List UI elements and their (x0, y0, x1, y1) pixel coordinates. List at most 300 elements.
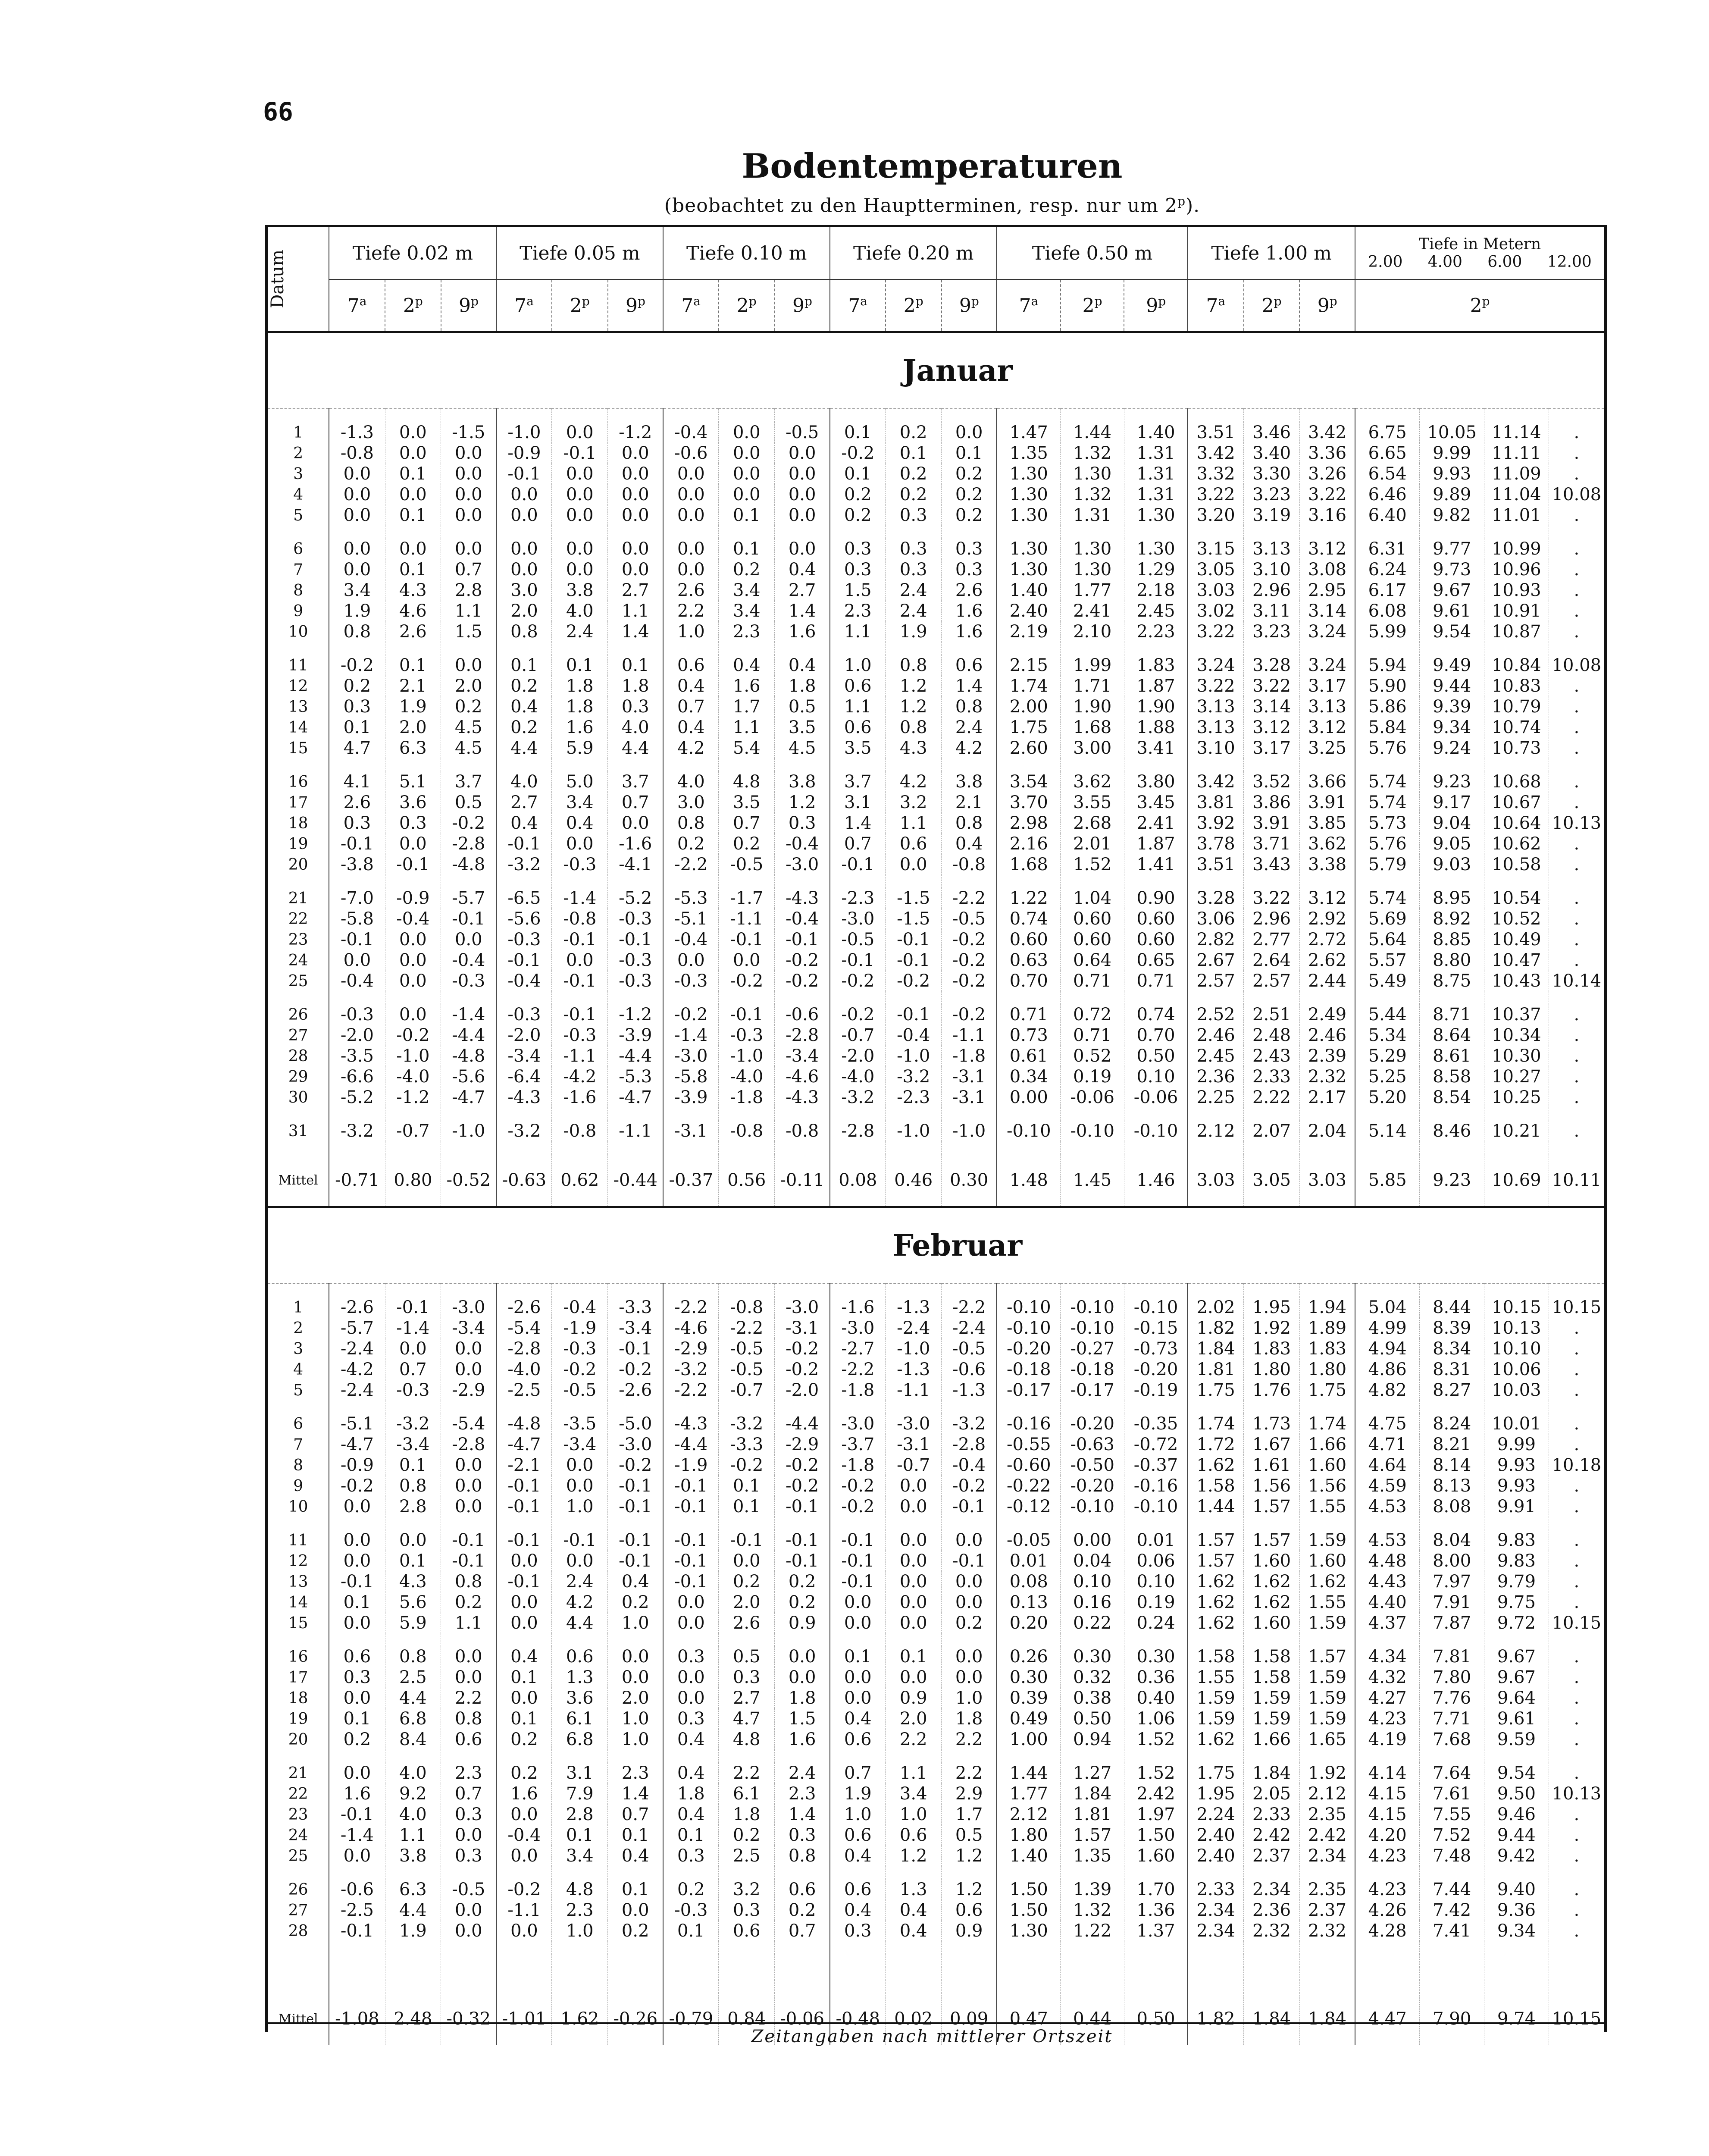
value-cell: 0.7 (385, 1359, 441, 1380)
value-cell: 1.30 (1124, 539, 1188, 559)
value-cell: 0.4 (608, 1571, 664, 1592)
value-cell: 2.2 (719, 1763, 775, 1783)
value-cell: 0.0 (663, 539, 719, 559)
value-cell: 4.1 (329, 771, 385, 792)
value-cell: -0.4 (385, 909, 441, 929)
value-cell: 0.4 (663, 1804, 719, 1825)
value-cell: -3.0 (441, 1297, 497, 1318)
value-cell: 0.0 (886, 1613, 942, 1633)
value-cell: 9.67 (1420, 580, 1484, 601)
value-cell: 0.4 (663, 1729, 719, 1750)
value-cell: 0.8 (441, 1571, 497, 1592)
value-cell: -1.3 (886, 1297, 942, 1318)
value-cell: 1.92 (1299, 1763, 1355, 1783)
value-cell: 2.3 (830, 601, 886, 621)
value-cell: -4.7 (496, 1434, 552, 1455)
value-cell: 1.59 (1244, 1708, 1300, 1729)
value-cell: 0.30 (1124, 1646, 1188, 1667)
value-cell: 0.2 (719, 834, 775, 854)
value-cell: 1.57 (1188, 1530, 1244, 1551)
value-cell: 0.0 (663, 1613, 719, 1633)
value-cell: -0.1 (886, 1004, 942, 1025)
value-cell: 0.3 (329, 813, 385, 834)
value-cell: 1.75 (1188, 1763, 1244, 1783)
value-cell: 4.0 (552, 601, 608, 621)
value-cell: 2.3 (719, 621, 775, 642)
value-cell: 1.2 (886, 676, 942, 696)
value-cell: -0.1 (441, 1530, 497, 1551)
value-cell: 1.22 (1061, 1921, 1124, 1941)
value-cell: -5.2 (608, 888, 664, 909)
value-cell: 3.52 (1244, 771, 1300, 792)
value-cell: 1.0 (608, 1708, 664, 1729)
value-cell: 10.68 (1484, 771, 1549, 792)
value-cell: 1.31 (1061, 505, 1124, 526)
value-cell: 3.32 (1188, 464, 1244, 484)
value-cell: 0.0 (329, 950, 385, 971)
value-cell: 0.61 (997, 1046, 1061, 1066)
value-cell: 9.59 (1484, 1729, 1549, 1750)
value-cell: 6.75 (1355, 422, 1420, 443)
value-cell: 2.4 (942, 717, 997, 738)
value-cell: 2.12 (1188, 1121, 1244, 1141)
value-cell: 4.15 (1355, 1783, 1420, 1804)
value-cell: 1.84 (1244, 1993, 1300, 2045)
value-cell: 1.4 (775, 1804, 830, 1825)
value-cell: -2.4 (942, 1318, 997, 1338)
day-cell: 3 (268, 1338, 329, 1359)
day-cell: 11 (268, 655, 329, 676)
value-cell: -0.7 (830, 1025, 886, 1046)
value-cell: -0.2 (830, 1496, 886, 1517)
value-cell: 0.2 (496, 676, 552, 696)
value-cell: 2.42 (1244, 1825, 1300, 1846)
value-cell: 0.2 (886, 464, 942, 484)
value-cell: 2.12 (997, 1804, 1061, 1825)
value-cell: -0.3 (608, 950, 664, 971)
value-cell: 2.52 (1188, 1004, 1244, 1025)
value-cell: 1.56 (1244, 1476, 1300, 1496)
value-cell: 0.0 (719, 1551, 775, 1571)
value-cell: 2.15 (997, 655, 1061, 676)
deep-depth-6: 6.00 (1487, 253, 1522, 271)
value-cell: -4.2 (552, 1066, 608, 1087)
value-cell: -4.8 (441, 1046, 497, 1066)
time-header: 7$^a$ (663, 279, 719, 332)
value-cell: 2.34 (1188, 1921, 1244, 1941)
value-cell: 3.36 (1299, 443, 1355, 464)
value-cell: 0.3 (886, 559, 942, 580)
value-cell: 0.3 (329, 1667, 385, 1688)
day-cell: 9 (268, 601, 329, 621)
value-cell: 4.0 (385, 1763, 441, 1783)
value-cell: 6.3 (385, 738, 441, 758)
value-cell: 3.03 (1299, 1154, 1355, 1207)
value-cell: 5.99 (1355, 621, 1420, 642)
value-cell: -5.6 (496, 909, 552, 929)
value-cell: 1.68 (1061, 717, 1124, 738)
value-cell: 3.41 (1124, 738, 1188, 758)
table-row (268, 1804, 1604, 1825)
value-cell: 3.8 (385, 1846, 441, 1866)
value-cell: . (1574, 909, 1580, 929)
value-cell: 4.2 (552, 1592, 608, 1613)
value-cell: 1.82 (1188, 1993, 1244, 2045)
value-cell: . (1574, 1667, 1580, 1687)
value-cell: -0.1 (329, 929, 385, 950)
value-cell: 0.4 (608, 1846, 664, 1866)
value-cell: -0.1 (552, 1004, 608, 1025)
table-row (268, 1380, 1604, 1401)
value-cell: 0.46 (886, 1154, 942, 1207)
value-cell: 0.0 (552, 505, 608, 526)
value-cell: 0.2 (608, 1592, 664, 1613)
value-cell: -3.0 (775, 854, 830, 875)
value-cell: 2.48 (1244, 1025, 1300, 1046)
value-cell: 10.01 (1484, 1413, 1549, 1434)
value-cell: 10.21 (1484, 1121, 1549, 1141)
value-cell: 5.9 (552, 738, 608, 758)
table-row (268, 1297, 1604, 1318)
table-row (268, 1613, 1604, 1633)
value-cell: 2.33 (1188, 1879, 1244, 1900)
value-cell: 2.42 (1124, 1783, 1188, 1804)
value-cell: 2.46 (1299, 1025, 1355, 1046)
value-cell: 5.86 (1355, 696, 1420, 717)
value-cell: -0.6 (663, 443, 719, 464)
value-cell: -1.9 (552, 1318, 608, 1338)
value-cell: 7.80 (1420, 1667, 1484, 1688)
value-cell: 10.27 (1484, 1066, 1549, 1087)
value-cell: 0.0 (886, 854, 942, 875)
value-cell: 1.58 (1188, 1646, 1244, 1667)
value-cell: 2.7 (608, 580, 664, 601)
value-cell: 1.84 (1299, 1993, 1355, 2045)
value-cell: 0.0 (775, 443, 830, 464)
value-cell: -2.4 (329, 1338, 385, 1359)
value-cell: -0.1 (830, 1571, 886, 1592)
value-cell: 1.0 (608, 1613, 664, 1633)
value-cell: 9.44 (1420, 676, 1484, 696)
value-cell: 0.0 (329, 1530, 385, 1551)
time-header: 9$^p$ (1124, 279, 1188, 332)
value-cell: 1.83 (1244, 1338, 1300, 1359)
value-cell: 1.0 (942, 1688, 997, 1708)
value-cell: 0.71 (1124, 971, 1188, 991)
value-cell: 0.0 (830, 1592, 886, 1613)
value-cell: 2.35 (1299, 1804, 1355, 1825)
value-cell: 3.4 (886, 1783, 942, 1804)
value-cell: . (1574, 1360, 1580, 1379)
value-cell: -2.9 (663, 1338, 719, 1359)
day-cell: 12 (268, 1551, 329, 1571)
value-cell: -0.3 (496, 929, 552, 950)
value-cell: 2.5 (719, 1846, 775, 1866)
value-cell: 1.6 (775, 621, 830, 642)
value-cell: 9.93 (1484, 1476, 1549, 1496)
value-cell: 4.32 (1355, 1667, 1420, 1688)
value-cell: 0.5 (775, 696, 830, 717)
value-cell: . (1574, 1339, 1580, 1359)
value-cell: 0.6 (441, 1729, 497, 1750)
value-cell: -2.4 (329, 1380, 385, 1401)
value-cell: 3.40 (1244, 443, 1300, 464)
value-cell: 0.8 (385, 1646, 441, 1667)
value-cell: -1.1 (719, 909, 775, 929)
value-cell: 1.84 (1061, 1783, 1124, 1804)
value-cell: 6.8 (385, 1708, 441, 1729)
value-cell: 0.7 (608, 792, 664, 813)
value-cell: 0.0 (552, 834, 608, 854)
value-cell: 0.08 (997, 1571, 1061, 1592)
value-cell: -0.52 (441, 1154, 497, 1207)
value-cell: 0.19 (1124, 1592, 1188, 1613)
value-cell: -0.2 (385, 1025, 441, 1046)
value-cell: 0.0 (942, 422, 997, 443)
value-cell: 3.71 (1244, 834, 1300, 854)
value-cell: 0.3 (830, 559, 886, 580)
row-gap (268, 1750, 1604, 1763)
value-cell: 3.42 (1188, 771, 1244, 792)
value-cell: 3.43 (1244, 854, 1300, 875)
value-cell: -0.4 (775, 909, 830, 929)
value-cell: 4.28 (1355, 1921, 1420, 1941)
value-cell: 0.0 (608, 539, 664, 559)
value-cell: 0.0 (441, 1476, 497, 1496)
value-cell: 0.3 (942, 539, 997, 559)
value-cell: -0.1 (886, 929, 942, 950)
day-cell: 24 (268, 950, 329, 971)
value-cell: -0.32 (441, 1993, 497, 2045)
value-cell: 0.0 (496, 559, 552, 580)
value-cell: -3.1 (886, 1434, 942, 1455)
soil-temperature-table-frame (265, 225, 1607, 2032)
value-cell: 5.29 (1355, 1046, 1420, 1066)
value-cell: 0.0 (663, 1688, 719, 1708)
value-cell: 2.40 (1188, 1846, 1244, 1866)
value-cell: 1.32 (1061, 443, 1124, 464)
value-cell: 1.35 (997, 443, 1061, 464)
value-cell: 0.1 (385, 1455, 441, 1476)
value-cell: . (1574, 1880, 1580, 1899)
value-cell: 0.0 (775, 1646, 830, 1667)
value-cell: . (1574, 1476, 1580, 1496)
value-cell: 0.0 (496, 1688, 552, 1708)
value-cell: 1.4 (942, 676, 997, 696)
value-cell: -0.8 (552, 1121, 608, 1141)
value-cell: -1.01 (496, 1993, 552, 2045)
value-cell: 10.83 (1484, 676, 1549, 696)
value-cell: 0.0 (663, 505, 719, 526)
value-cell: 2.33 (1244, 1066, 1300, 1087)
value-cell: -0.1 (552, 971, 608, 991)
value-cell: 1.55 (1188, 1667, 1244, 1688)
value-cell: 2.6 (942, 580, 997, 601)
value-cell: 1.60 (1299, 1455, 1355, 1476)
value-cell: 0.1 (329, 717, 385, 738)
value-cell: -4.0 (496, 1359, 552, 1380)
value-cell: 5.74 (1355, 792, 1420, 813)
table-row (268, 888, 1604, 909)
value-cell: 0.2 (663, 1879, 719, 1900)
value-cell: -6.5 (496, 888, 552, 909)
value-cell: 0.0 (496, 1804, 552, 1825)
value-cell: -0.2 (942, 929, 997, 950)
value-cell: -1.9 (663, 1455, 719, 1476)
value-cell: 9.89 (1420, 484, 1484, 505)
value-cell: -0.3 (552, 1025, 608, 1046)
value-cell: -0.2 (719, 971, 775, 991)
value-cell: 10.11 (1552, 1170, 1602, 1190)
value-cell: 0.1 (942, 443, 997, 464)
row-gap (268, 409, 1604, 422)
value-cell: -4.7 (441, 1087, 497, 1108)
value-cell: 0.3 (886, 505, 942, 526)
value-cell: 1.1 (441, 1613, 497, 1633)
value-cell: 2.4 (552, 1571, 608, 1592)
value-cell: -4.8 (496, 1413, 552, 1434)
value-cell: 0.0 (942, 1667, 997, 1688)
value-cell: 3.4 (329, 580, 385, 601)
value-cell: -0.2 (775, 971, 830, 991)
value-cell: 1.1 (830, 621, 886, 642)
table-row (268, 929, 1604, 950)
value-cell: 1.7 (942, 1804, 997, 1825)
value-cell: 0.08 (830, 1154, 886, 1207)
day-cell: 27 (268, 1900, 329, 1921)
value-cell: 1.66 (1299, 1434, 1355, 1455)
value-cell: -1.08 (329, 1993, 385, 2045)
time-header: 7$^a$ (997, 279, 1061, 332)
day-cell: 10 (268, 621, 329, 642)
value-cell: . (1574, 1121, 1580, 1141)
value-cell: 0.0 (886, 1571, 942, 1592)
value-cell: -0.7 (385, 1121, 441, 1141)
value-cell: 10.15 (1552, 1297, 1602, 1317)
value-cell: 0.8 (942, 813, 997, 834)
value-cell: 9.74 (1484, 1993, 1549, 2045)
value-cell: -0.17 (997, 1380, 1061, 1401)
day-cell: 28 (268, 1921, 329, 1941)
value-cell: 0.5 (942, 1825, 997, 1846)
day-cell: 19 (268, 1708, 329, 1729)
value-cell: -3.2 (663, 1359, 719, 1380)
value-cell: 0.30 (997, 1667, 1061, 1688)
table-row (268, 1004, 1604, 1025)
value-cell: 2.0 (719, 1592, 775, 1613)
time-header-row (268, 279, 1604, 332)
value-cell: 0.2 (886, 484, 942, 505)
value-cell: 2.4 (886, 580, 942, 601)
value-cell: -0.4 (441, 950, 497, 971)
value-cell: 0.40 (1124, 1688, 1188, 1708)
value-cell: 0.0 (496, 1551, 552, 1571)
time-header: 2$^p$ (1061, 279, 1124, 332)
value-cell: 0.1 (496, 655, 552, 676)
value-cell: 2.01 (1061, 834, 1124, 854)
value-cell: 1.8 (552, 696, 608, 717)
group-header-1.00: Tiefe 1.00 m (1188, 227, 1355, 279)
value-cell: 3.23 (1244, 484, 1300, 505)
value-cell: 10.05 (1420, 422, 1484, 443)
value-cell: 0.0 (775, 539, 830, 559)
value-cell: 7.41 (1420, 1921, 1484, 1941)
value-cell: 0.5 (719, 1646, 775, 1667)
value-cell: -5.7 (329, 1318, 385, 1338)
value-cell: 4.71 (1355, 1434, 1420, 1455)
value-cell: 2.23 (1124, 621, 1188, 642)
value-cell: 3.8 (942, 771, 997, 792)
value-cell: 11.11 (1484, 443, 1549, 464)
value-cell: 2.37 (1299, 1900, 1355, 1921)
value-cell: 0.0 (441, 1825, 497, 1846)
value-cell: 3.81 (1188, 792, 1244, 813)
value-cell: 0.4 (719, 655, 775, 676)
value-cell: . (1574, 1825, 1580, 1845)
value-cell: 4.8 (719, 771, 775, 792)
value-cell: 4.2 (942, 738, 997, 758)
value-cell: 0.2 (329, 676, 385, 696)
value-cell: -3.2 (496, 854, 552, 875)
value-cell: 0.0 (385, 422, 441, 443)
value-cell: 9.17 (1420, 792, 1484, 813)
value-cell: 2.95 (1299, 580, 1355, 601)
value-cell: 1.44 (1061, 422, 1124, 443)
value-cell: -0.2 (608, 1455, 664, 1476)
value-cell: 4.34 (1355, 1646, 1420, 1667)
day-cell: 28 (268, 1046, 329, 1066)
value-cell: 0.2 (830, 505, 886, 526)
value-cell: 4.5 (441, 738, 497, 758)
value-cell: 0.0 (608, 1667, 664, 1688)
value-cell: . (1574, 1046, 1580, 1066)
value-cell: 1.57 (1244, 1530, 1300, 1551)
value-cell: -0.1 (608, 1530, 664, 1551)
value-cell: -0.1 (608, 929, 664, 950)
value-cell: -0.10 (997, 1297, 1061, 1318)
value-cell: 0.2 (942, 1613, 997, 1633)
value-cell: 0.0 (663, 464, 719, 484)
value-cell: 0.74 (1124, 1004, 1188, 1025)
value-cell: -0.1 (886, 950, 942, 971)
value-cell: -0.79 (663, 1993, 719, 2045)
value-cell: 2.96 (1244, 909, 1300, 929)
value-cell: 0.0 (441, 443, 497, 464)
value-cell: 2.82 (1188, 929, 1244, 950)
page-title (0, 147, 1709, 186)
value-cell: 4.0 (608, 717, 664, 738)
value-cell: 0.0 (663, 950, 719, 971)
value-cell: 0.0 (775, 464, 830, 484)
value-cell: 0.0 (441, 539, 497, 559)
value-cell: 0.1 (830, 1646, 886, 1667)
value-cell: 0.3 (830, 1921, 886, 1941)
value-cell: 10.37 (1484, 1004, 1549, 1025)
value-cell: 10.87 (1484, 621, 1549, 642)
value-cell: 0.8 (663, 813, 719, 834)
value-cell: 1.59 (1244, 1688, 1300, 1708)
value-cell: 1.62 (1244, 1592, 1300, 1613)
value-cell: -0.8 (329, 443, 385, 464)
value-cell: 0.3 (830, 539, 886, 559)
value-cell: 3.20 (1188, 505, 1244, 526)
value-cell: -2.6 (608, 1380, 664, 1401)
value-cell: 0.8 (441, 1708, 497, 1729)
value-cell: 9.2 (385, 1783, 441, 1804)
value-cell: 0.6 (663, 655, 719, 676)
value-cell: . (1574, 464, 1580, 484)
value-cell: 0.2 (775, 1571, 830, 1592)
